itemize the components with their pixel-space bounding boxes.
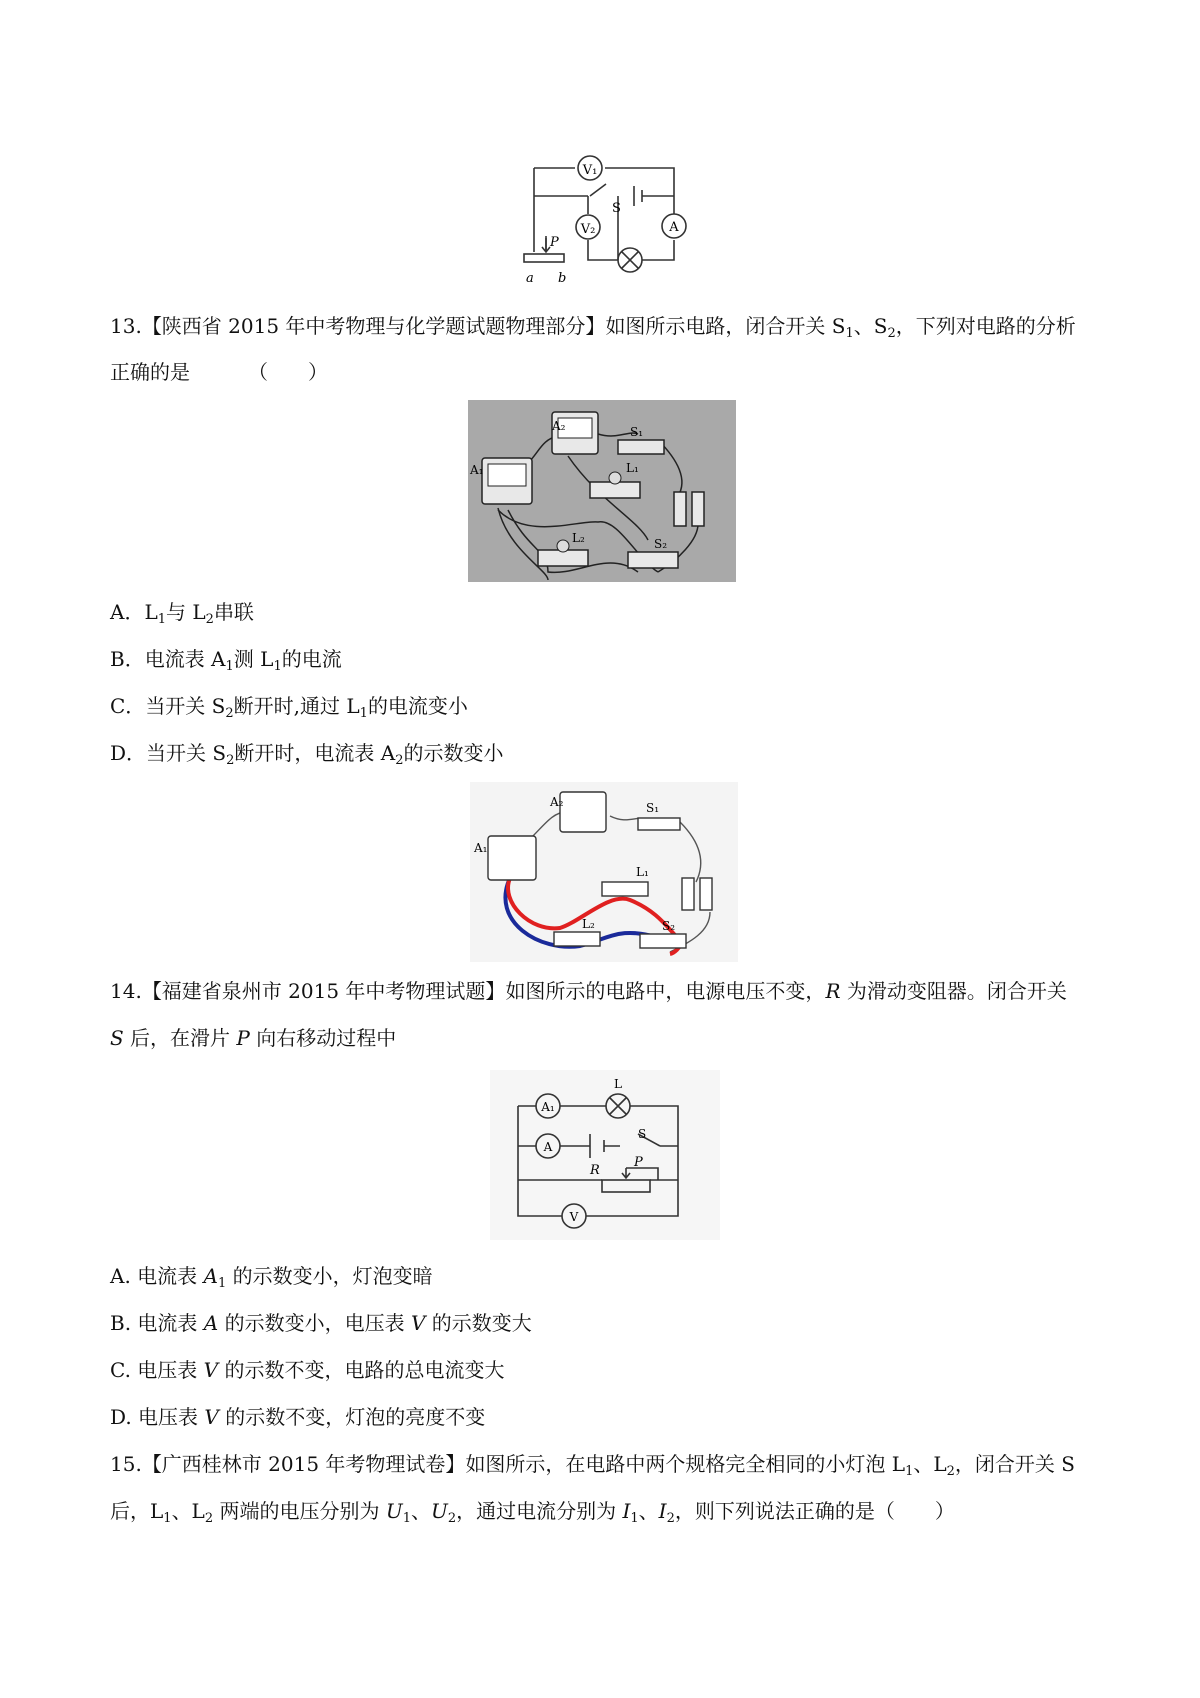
q13-annot-s1: S₁ <box>646 801 660 815</box>
q14-option-d: D. 电压表 V 的示数不变，灯泡的亮度不变 <box>110 1405 486 1429</box>
q12-end-a-label: a <box>526 271 534 286</box>
q15-stem-line1: 15.【广西桂林市 2015 年考物理试卷】如图所示，在电路中两个规格完全相同的小灯泡 $L_1$、$L_2$，闭合开关 S <box>110 1452 1075 1479</box>
q14-s-label: S <box>638 1127 647 1141</box>
q13-annotated-circuit <box>470 782 738 962</box>
q14-source: 【福建省泉州市 2015 年中考物理试题】 <box>141 979 506 1003</box>
q14-a1-label: A₁ <box>541 1100 555 1114</box>
q13-circuit-photo <box>468 400 736 582</box>
q13-option-b: B．电流表 $A_1$测 $L_1$的电流 <box>110 647 342 674</box>
q12-end-b-label: b <box>558 271 567 286</box>
q13-stem-line2: 正确的是 （ ） <box>110 360 328 384</box>
q13-annot-l2: L₂ <box>582 917 595 931</box>
q13-annot-a2: A₂ <box>550 795 564 809</box>
q14-a-label: A <box>543 1140 553 1154</box>
q14-l-label: L <box>614 1077 622 1091</box>
q14-v-label: V <box>569 1210 579 1224</box>
q13-option-d: D．当开关 $S_2$断开时，电流表 $A_2$的示数变小 <box>110 741 504 768</box>
q13-photo-l1: L₁ <box>626 461 639 475</box>
q14-option-b: B. 电流表 A 的示数变小，电压表 V 的示数变大 <box>110 1311 532 1335</box>
q13-number: 13. <box>110 314 142 338</box>
q12-v2-label: V₂ <box>580 222 596 237</box>
q12-p-label: P <box>550 235 559 250</box>
q13-annot-s2: S₂ <box>662 919 676 933</box>
q14-option-c: C. 电压表 V 的示数不变，电路的总电流变大 <box>110 1358 505 1382</box>
q12-circuit-figure <box>510 150 710 290</box>
q15-stem-line2: 后，$L_1$、$L_2$ 两端的电压分别为 $U_1$、$U_2$，通过电流分别为 $I_1$、$I_2$，则下列说法正确的是（ ） <box>110 1499 955 1526</box>
q15-number: 15. <box>110 1452 142 1476</box>
q13-option-c: C．当开关 $S_2$断开时,通过 $L_1$的电流变小 <box>110 694 468 721</box>
q13-photo-l2: L₂ <box>572 531 585 545</box>
q13-photo-s1: S₁ <box>630 425 644 439</box>
q13-annot-l1: L₁ <box>636 865 649 879</box>
q12-s-label: S <box>612 201 621 216</box>
q12-v1-label: V₁ <box>582 163 598 178</box>
q14-r-label: R <box>590 1163 600 1178</box>
q13-photo-a2: A₂ <box>552 419 566 433</box>
q13-photo-s2: S₂ <box>654 537 668 551</box>
q15-source: 【广西桂林市 2015 年考物理试卷】 <box>141 1452 466 1476</box>
q14-p-label: P <box>634 1155 643 1170</box>
q13-photo-a1: A₁ <box>470 463 484 477</box>
q13-source: 【陕西省 2015 年中考物理与化学题试题物理部分】 <box>141 314 606 338</box>
q14-number: 14. <box>110 979 142 1003</box>
q13-annot-a1: A₁ <box>474 841 488 855</box>
q13-answer-blank: （ ） <box>248 360 328 384</box>
q14-circuit-figure <box>490 1070 720 1240</box>
q14-option-a: A. 电流表 $A_1$ 的示数变小，灯泡变暗 <box>110 1264 433 1291</box>
q13-stem-line1: 13.【陕西省 2015 年中考物理与化学题试题物理部分】如图所示电路，闭合开关 $S_1$、$S_2$，下列对电路的分析 <box>110 314 1076 341</box>
q13-option-a: A．$L_1$与 $L_2$串联 <box>110 600 254 627</box>
q14-stem-line1: 14.【福建省泉州市 2015 年中考物理试题】如图所示的电路中，电源电压不变，R 为滑动变阻器。闭合开关 <box>110 979 1067 1003</box>
q12-a-label: A <box>669 220 679 235</box>
q14-stem-line2: S 后，在滑片 P 向右移动过程中 <box>110 1026 397 1050</box>
